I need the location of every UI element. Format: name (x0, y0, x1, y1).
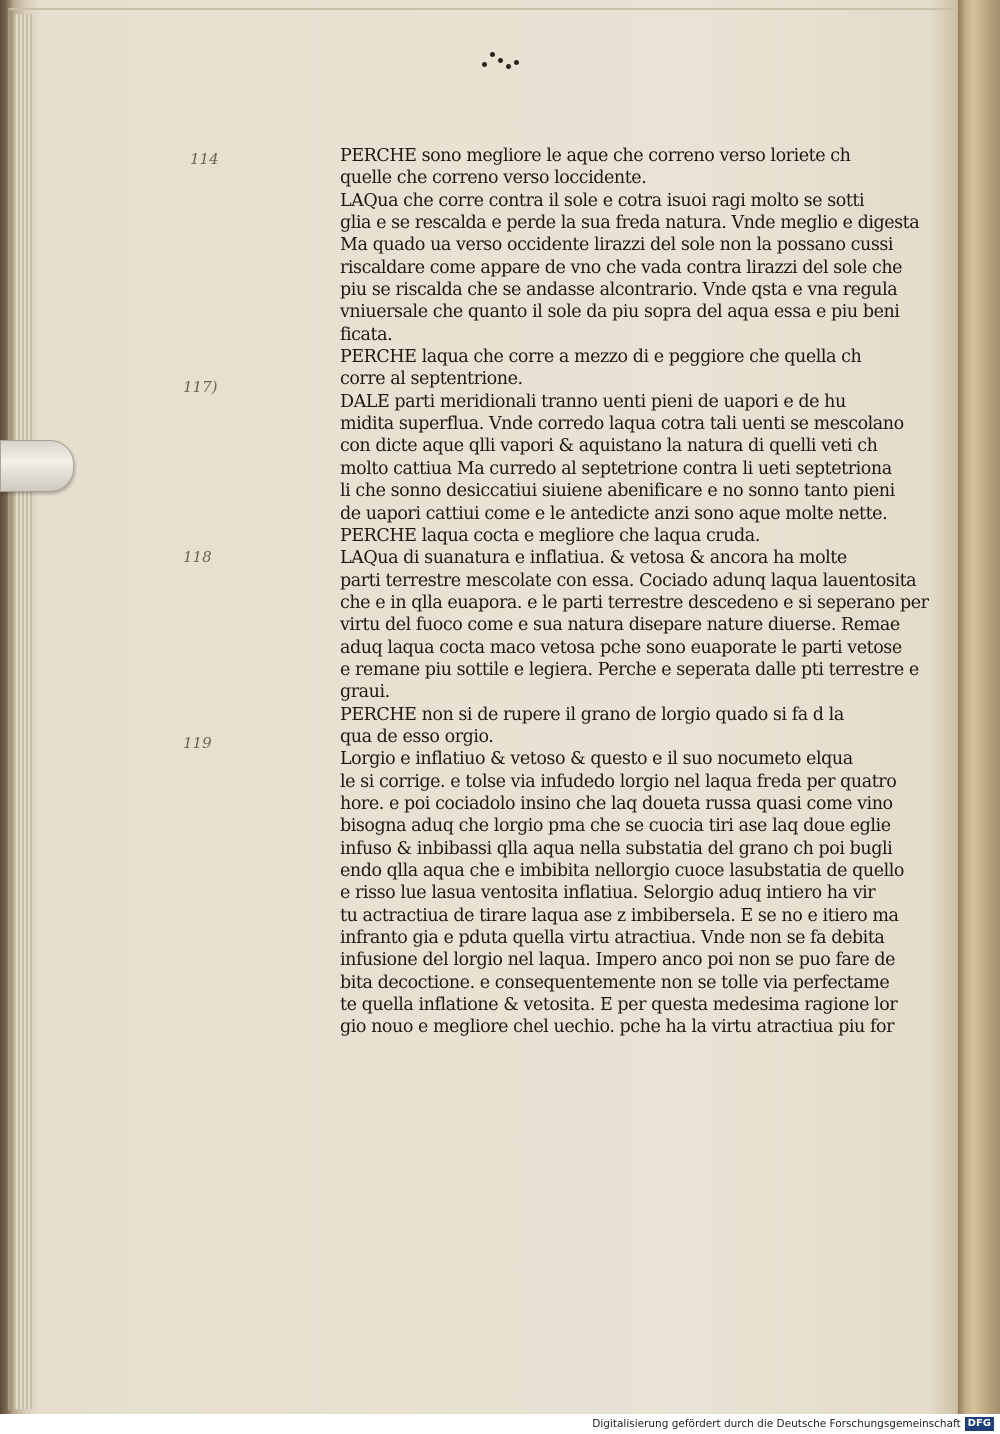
text-line: corre al septentrione. (340, 369, 523, 390)
margin-note: 117) (183, 378, 218, 396)
text-line: endo qlla aqua che e imbibita nellorgio cuoce lasubstatia de quello (340, 861, 904, 881)
text-line: le si corrige. e tolse via infudedo lorgio nel laqua freda per quatro (340, 771, 897, 792)
text-line: PERCHE non si de rupere il grano de lorgio quado si fa d la (340, 704, 844, 725)
margin-note: 118 (183, 548, 212, 566)
text-line: riscaldare come appare de vno che vada contra lirazzi del sole che (340, 257, 903, 278)
text-line: bisogna aduq che lorgio pma che se cuocia tiri ase laq doue eglie (340, 816, 891, 837)
text-line: qua de esso orgio. (340, 726, 494, 747)
text-line: bita decoctione. e consequentemente non se tolle via perfectame (340, 972, 890, 993)
page-stack-left (14, 14, 32, 1409)
clip-tab (0, 440, 74, 492)
text-line: LAQua di suanatura e inflatiua. & vetosa & ancora ha molte (340, 548, 847, 569)
dfg-logo: DFG (965, 1417, 994, 1431)
text-line: hore. e poi cociadolo insino che laq doueta russa quasi come vino (340, 793, 893, 814)
text-line: virtu del fuoco come e sua natura disepare nature diuerse. Remae (340, 615, 900, 636)
text-line: quelle che correno verso loccidente. (340, 168, 647, 189)
text-line: de uapori cattiui come e le antedicte anzi sono aque molte nette. (340, 503, 888, 524)
text-line: e remane piu sottile e legiera. Perche e seperata dalle pti terrestre e (340, 659, 919, 680)
text-line: graui. (340, 682, 390, 703)
text-line: vniuersale che quanto il sole da piu sopra del aqua essa e piu beni (340, 302, 900, 323)
text-line: e risso lue lasua ventosita inflatiua. Selorgio aduq intiero ha vir (340, 883, 876, 904)
text-line: te quella inflatione & vetosita. E per questa medesima ragione lor (340, 995, 898, 1016)
text-line: Ma quado ua verso occidente lirazzi del sole non la possano cussi (340, 235, 894, 256)
text-line: infuso & inbibassi qlla aqua nella substatia del grano ch poi bugli (340, 838, 893, 859)
footer-credit: Digitalisierung gefördert durch die Deutsche Forschungsgemeinschaft (592, 1418, 961, 1430)
text-line: glia e se rescalda e perde la sua freda natura. Vnde meglio e digesta (340, 213, 920, 234)
margin-note: 114 (190, 150, 219, 168)
text-line: tu actractiua de tirare laqua ase z imbibersela. E se no e itiero ma (340, 905, 899, 926)
text-line: infranto gia e pduta quella virtu atractiua. Vnde non se fa debita (340, 928, 885, 949)
text-line: ficata. (340, 324, 393, 345)
footer-bar (0, 1414, 1000, 1434)
text-line: Lorgio e inflatiuo & vetoso & questo e il suo nocumeto elqua (340, 749, 853, 770)
text-line: con dicte aque qlli vapori & aquistano la natura di quelli veti ch (340, 436, 878, 457)
text-block (340, 145, 929, 1039)
text-line: li che sonno desiccatiui siuiene abenificare e no sonno tanto pieni (340, 481, 895, 502)
page-stack-right (958, 0, 1000, 1414)
text-line: molto cattiua Ma curredo al septetrione contra li ueti septetriona (340, 458, 892, 479)
text-line: aduq laqua cocta maco vetosa pche sono euaporate le parti vetose (340, 637, 902, 658)
text-line: infusione del lorgio nel laqua. Impero anco poi non se puo fare de (340, 950, 896, 971)
printer-ornament (478, 50, 528, 80)
text-line: DALE parti meridionali tranno uenti pieni de uapori e de hu (340, 391, 846, 412)
text-line: PERCHE laqua che corre a mezzo di e peggiore che quella ch (340, 347, 862, 368)
text-line: gio nouo e megliore chel uechio. pche ha la virtu atractiua piu for (340, 1017, 894, 1038)
text-line: PERCHE laqua cocta e megliore che laqua cruda. (340, 525, 760, 546)
text-line: piu se riscalda che se andasse alcontrario. Vnde qsta e vna regula (340, 280, 898, 301)
text-line: che e in qlla euapora. e le parti terrestre descedeno e si seperano per (340, 592, 929, 613)
text-line: midita superflua. Vnde corredo laqua cotra tali uenti se mescolano (340, 414, 904, 435)
text-line: parti terrestre mescolate con essa. Cociado adunq laqua lauentosita (340, 570, 917, 591)
margin-note: 119 (183, 734, 212, 752)
text-line: LAQua che corre contra il sole e cotra isuoi ragi molto se sotti (340, 190, 865, 211)
text-line: PERCHE sono megliore le aque che correno verso loriete ch (340, 146, 851, 166)
